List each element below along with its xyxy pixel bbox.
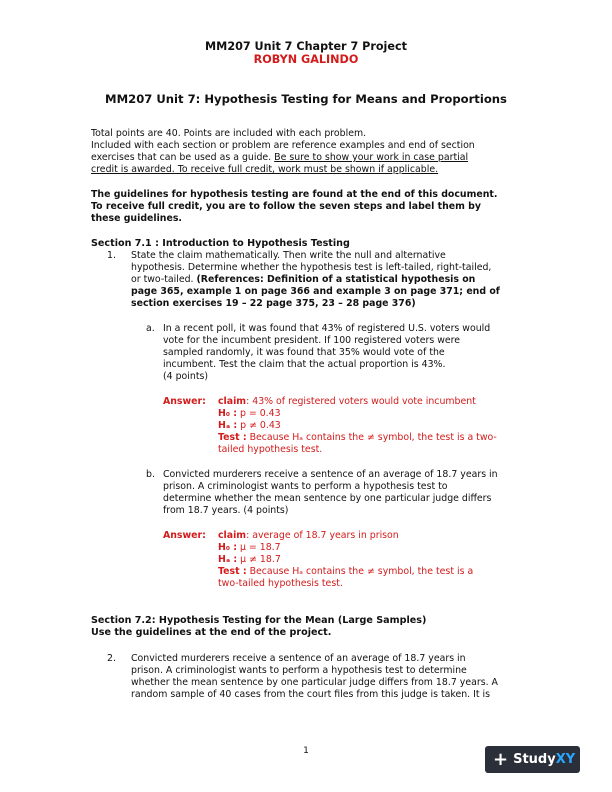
subitem-b-text xyxy=(163,469,525,517)
intro-underlined: credit is awarded. To receive full credit, work must be shown if applicable. xyxy=(91,164,439,176)
subitem-line: incumbent. Test the claim that the actual proportion is 43%. xyxy=(163,359,446,371)
ha-label: Hₐ : xyxy=(218,420,238,432)
intro-paragraph xyxy=(91,128,527,176)
claim-text: : average of 18.7 years in prison xyxy=(246,530,399,541)
plus-icon: + xyxy=(493,748,509,770)
test-text: Because Hₐ contains the ≠ symbol, the test is a xyxy=(246,566,474,578)
intro-line: Total points are 40. Points are included with each problem. xyxy=(91,128,367,139)
item-2-text xyxy=(131,653,535,701)
answer-test-cont: two-tailed hypothesis test. xyxy=(218,578,343,590)
intro-line xyxy=(91,164,527,176)
intro-line: Included with each section or problem are reference examples and end of section xyxy=(91,140,475,152)
h0-text: μ = 18.7 xyxy=(236,542,281,554)
answer-test xyxy=(218,566,530,578)
item-number: 2. xyxy=(107,653,116,664)
guidelines-paragraph xyxy=(91,189,527,225)
guidelines-line: The guidelines for hypothesis testing are found at the end of this document. xyxy=(91,189,498,200)
answer-a-body xyxy=(218,396,530,456)
brand-accent: XY xyxy=(555,752,576,767)
brand-main: Study xyxy=(513,752,556,767)
item-line: prison. A criminologist wants to perform a hypothesis test to determine xyxy=(131,665,467,677)
answer-claim xyxy=(218,396,530,408)
section-7-1-title: Section 7.1 : Introduction to Hypothesis Testing xyxy=(91,238,350,249)
subitem-a-text xyxy=(163,323,525,383)
intro-line xyxy=(91,152,527,164)
answer-null-hypothesis xyxy=(218,408,530,420)
item-line: random sample of 40 cases from the court files from this judge is taken. It is xyxy=(131,689,491,701)
reference-text: (References: Definition of a statistical hypothesis on xyxy=(196,274,476,286)
ha-label: Hₐ : xyxy=(218,554,238,566)
subitem-b-label: b. xyxy=(146,469,155,480)
item-text: or two-tailed. xyxy=(131,274,197,286)
h0-label: H₀ : xyxy=(218,542,237,554)
page-heading: MM207 Unit 7: Hypothesis Testing for Means and Proportions xyxy=(105,92,507,106)
item-line: whether the mean sentence by one particular judge differs from 18.7 years. A xyxy=(131,677,498,689)
test-label: Test : xyxy=(218,566,247,578)
answer-test xyxy=(218,432,530,444)
answer-b-body xyxy=(218,530,530,590)
item-1-text xyxy=(131,250,535,310)
answer-claim xyxy=(218,530,530,542)
h0-text: p = 0.43 xyxy=(236,408,281,420)
item-line: State the claim mathematically. Then write the null and alternative xyxy=(131,250,446,261)
answer-test-cont: tailed hypothesis test. xyxy=(218,444,323,456)
ha-text: μ ≠ 18.7 xyxy=(237,554,281,566)
h0-label: H₀ : xyxy=(218,408,237,420)
claim-label: claim xyxy=(218,530,247,541)
answer-a-label: Answer: xyxy=(163,396,206,407)
subitem-line: vote for the incumbent president. If 100 registered voters were xyxy=(163,335,461,347)
item-line: hypothesis. Determine whether the hypothesis test is left-tailed, right-tailed, xyxy=(131,262,492,274)
subitem-line: (4 points) xyxy=(163,371,209,383)
guidelines-line: To receive full credit, you are to follow the seven steps and label them by xyxy=(91,201,481,213)
test-label: Test : xyxy=(218,432,247,444)
intro-underlined: Be sure to show your work in case partial xyxy=(274,152,469,164)
answer-alt-hypothesis xyxy=(218,554,530,566)
reference-line: page 365, example 1 on page 366 and example 3 on page 371; end of xyxy=(131,286,500,298)
answer-b-label: Answer: xyxy=(163,530,206,541)
subitem-line: In a recent poll, it was found that 43% of registered U.S. voters would xyxy=(163,323,491,334)
item-line: Convicted murderers receive a sentence of an average of 18.7 years in xyxy=(131,653,466,664)
claim-text: : 43% of registered voters would vote incumbent xyxy=(246,396,476,407)
section-7-2-title: Section 7.2: Hypothesis Testing for the Mean (Large Samples) xyxy=(91,615,427,626)
test-text: Because Hₐ contains the ≠ symbol, the test is a two- xyxy=(246,432,497,444)
subitem-line: determine whether the mean sentence by one particular judge differs xyxy=(163,493,492,505)
answer-null-hypothesis xyxy=(218,542,530,554)
claim-label: claim xyxy=(218,396,247,407)
reference-line: section exercises 19 – 22 page 375, 23 – 28 page 376) xyxy=(131,298,416,310)
item-line xyxy=(131,274,535,286)
section-7-2-subtitle: Use the guidelines at the end of the project. xyxy=(91,627,332,638)
subitem-line: Convicted murderers receive a sentence of an average of 18.7 years in xyxy=(163,469,498,480)
studyxy-badge[interactable] xyxy=(485,746,580,773)
document-title: MM207 Unit 7 Chapter 7 Project xyxy=(205,40,407,53)
page-number: 1 xyxy=(303,746,309,756)
subitem-line: prison. A criminologist wants to perform a hypothesis test to xyxy=(163,481,448,493)
guidelines-line: these guidelines. xyxy=(91,213,182,225)
item-number: 1. xyxy=(107,250,116,261)
ha-text: p ≠ 0.43 xyxy=(237,420,281,432)
intro-text: exercises that can be used as a guide. xyxy=(91,152,275,164)
subitem-a-label: a. xyxy=(146,323,155,334)
answer-alt-hypothesis xyxy=(218,420,530,432)
subitem-line: sampled randomly, it was found that 35% would vote of the xyxy=(163,347,445,359)
author-name: ROBYN GALINDO xyxy=(253,53,359,66)
subitem-line: from 18.7 years. (4 points) xyxy=(163,505,289,517)
